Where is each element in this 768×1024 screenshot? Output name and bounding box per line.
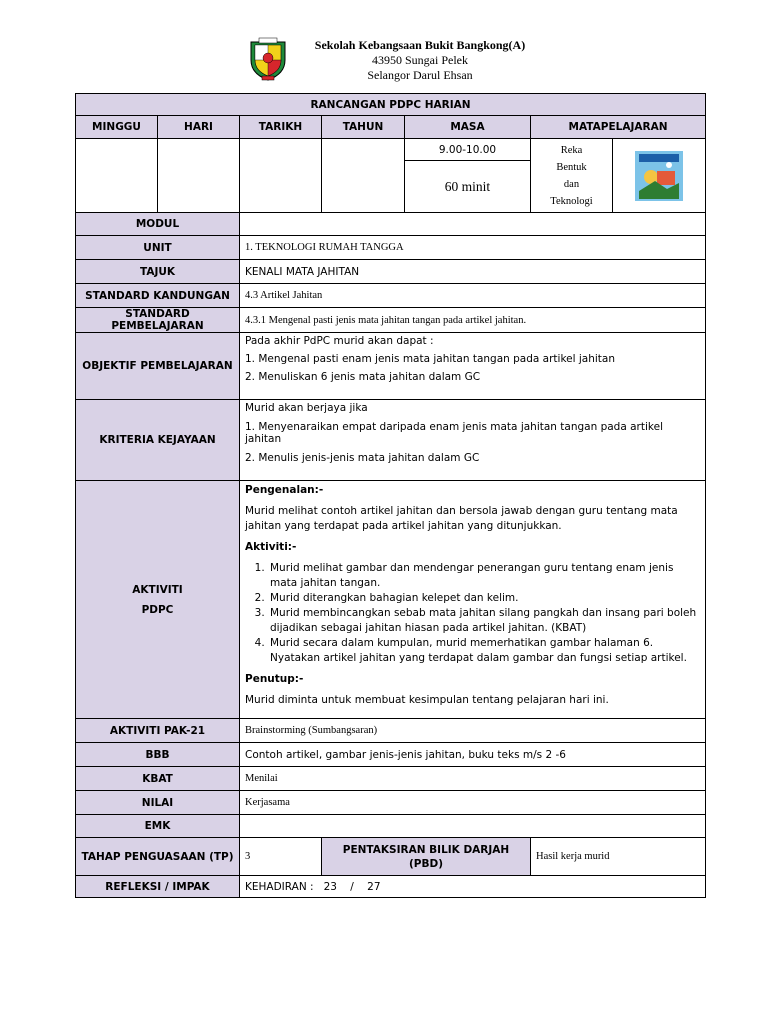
label-kbat: KBAT bbox=[76, 767, 240, 791]
aktiviti-list bbox=[245, 561, 700, 666]
value-modul bbox=[240, 213, 706, 236]
school-crest-icon bbox=[245, 36, 291, 82]
value-kbat: Menilai bbox=[240, 767, 706, 791]
header-hari: HARI bbox=[158, 116, 240, 139]
subject-line-1: Reka bbox=[560, 144, 583, 156]
label-nilai: NILAI bbox=[76, 791, 240, 815]
cell-minggu bbox=[76, 139, 158, 213]
value-bbb: Contoh artikel, gambar jenis-jenis jahitan, buku teks m/s 2 -6 bbox=[240, 743, 706, 767]
school-name: Sekolah Kebangsaan Bukit Bangkong(A) bbox=[314, 38, 526, 52]
header-masa: MASA bbox=[405, 116, 531, 139]
value-objektif bbox=[240, 333, 706, 400]
kriteria-item-2: 2. Menulis jenis-jenis mata jahitan dalam GC bbox=[245, 452, 480, 464]
header-minggu: MINGGU bbox=[76, 116, 158, 139]
objektif-item-1: 1. Mengenal pasti enam jenis mata jahitan tangan pada artikel jahitan bbox=[245, 353, 616, 365]
subject-line-4: Teknologi bbox=[550, 195, 593, 207]
value-kehadiran: KEHADIRAN : 23 / 27 bbox=[240, 876, 706, 898]
value-standard-kandungan: 4.3 Artikel Jahitan bbox=[240, 284, 706, 308]
textbook-cover-cell bbox=[613, 139, 706, 213]
kriteria-intro: Murid akan berjaya jika bbox=[245, 402, 368, 414]
label-aktiviti-line1: AKTIVITI bbox=[132, 583, 183, 596]
cell-hari bbox=[158, 139, 240, 213]
value-standard-pembelajaran: 4.3.1 Mengenal pasti jenis mata jahitan tangan pada artikel jahitan. bbox=[240, 308, 706, 333]
penutup-text: Murid diminta untuk membuat kesimpulan tentang pelajaran hari ini. bbox=[245, 694, 609, 706]
label-standard-pembelajaran: STANDARD PEMBELAJARAN bbox=[76, 308, 240, 333]
label-refleksi: REFLEKSI / IMPAK bbox=[76, 876, 240, 898]
label-standard-kandungan: STANDARD KANDUNGAN bbox=[76, 284, 240, 308]
cell-tarikh bbox=[240, 139, 322, 213]
masa-time: 9.00-10.00 bbox=[405, 139, 531, 161]
aktiviti-item-1: 1. Murid melihat gambar dan mendengar penerangan guru tentang enam jenis mata jahitan tangan. bbox=[268, 561, 700, 591]
objektif-item-2: 2. Menuliskan 6 jenis mata jahitan dalam GC bbox=[245, 371, 481, 383]
value-tahap: 3 bbox=[240, 838, 322, 876]
label-aktiviti-line2: PDPC bbox=[141, 603, 174, 616]
label-tajuk: TAJUK bbox=[76, 260, 240, 284]
school-info bbox=[290, 38, 550, 83]
value-pak21: Brainstorming (Sumbangsaran) bbox=[240, 719, 706, 743]
aktiviti-title: Aktiviti:- bbox=[245, 541, 297, 553]
label-kriteria: KRITERIA KEJAYAAN bbox=[76, 400, 240, 481]
subject-name bbox=[531, 139, 613, 213]
value-unit: 1. TEKNOLOGI RUMAH TANGGA bbox=[240, 236, 706, 260]
aktiviti-item-4: 4. Murid secara dalam kumpulan, murid memerhatikan gambar halaman 6. Nyatakan artikel jahitan yang terdapat dalam gambar dan fungsi setiap artikel. bbox=[268, 636, 700, 666]
value-tajuk: KENALI MATA JAHITAN bbox=[240, 260, 706, 284]
textbook-cover-image bbox=[635, 151, 683, 201]
label-bbb: BBB bbox=[76, 743, 240, 767]
school-address-line2: Selangor Darul Ehsan bbox=[367, 68, 473, 82]
penutup-title: Penutup:- bbox=[245, 673, 304, 685]
value-kriteria bbox=[240, 400, 706, 481]
cell-tahun bbox=[322, 139, 405, 213]
pengenalan-text: Murid melihat contoh artikel jahitan dan bersola jawab dengan guru tentang mata jahitan yang terdapat pada artikel jahitan yang ditunjukkan. bbox=[245, 505, 678, 532]
objektif-intro: Pada akhir PdPC murid akan dapat : bbox=[245, 335, 434, 347]
masa-duration: 60 minit bbox=[405, 161, 531, 213]
label-objektif: OBJEKTIF PEMBELAJARAN bbox=[76, 333, 240, 400]
value-emk bbox=[240, 815, 706, 838]
school-address-line1: 43950 Sungai Pelek bbox=[372, 53, 468, 67]
header-matapelajaran: MATAPELAJARAN bbox=[531, 116, 706, 139]
header-tarikh: TARIKH bbox=[240, 116, 322, 139]
plan-title: RANCANGAN PDPC HARIAN bbox=[76, 94, 706, 116]
value-aktiviti bbox=[240, 481, 706, 719]
pengenalan-title: Pengenalan:- bbox=[245, 484, 324, 496]
label-tahap: TAHAP PENGUASAAN (TP) bbox=[76, 838, 240, 876]
subject-line-3: dan bbox=[563, 178, 580, 190]
lesson-plan-table bbox=[75, 93, 706, 898]
aktiviti-item-3: 3. Murid membincangkan sebab mata jahitan silang pangkah dan insang pari boleh dijadikan sebagai jahitan hiasan pada artikel jahitan. (KBAT) bbox=[268, 606, 700, 636]
kriteria-item-1: 1. Menyenaraikan empat daripada enam jenis mata jahitan tangan pada artikel jahitan bbox=[245, 421, 663, 445]
label-modul: MODUL bbox=[76, 213, 240, 236]
label-aktiviti bbox=[76, 481, 240, 719]
value-pbd: Hasil kerja murid bbox=[531, 838, 706, 876]
aktiviti-item-2: 2. Murid diterangkan bahagian kelepet dan kelim. bbox=[268, 591, 700, 606]
value-nilai: Kerjasama bbox=[240, 791, 706, 815]
subject-line-2: Bentuk bbox=[556, 161, 587, 173]
header-tahun: TAHUN bbox=[322, 116, 405, 139]
label-emk: EMK bbox=[76, 815, 240, 838]
label-unit: UNIT bbox=[76, 236, 240, 260]
label-pbd: PENTAKSIRAN BILIK DARJAH (PBD) bbox=[322, 838, 531, 876]
label-pak21: AKTIVITI PAK-21 bbox=[76, 719, 240, 743]
